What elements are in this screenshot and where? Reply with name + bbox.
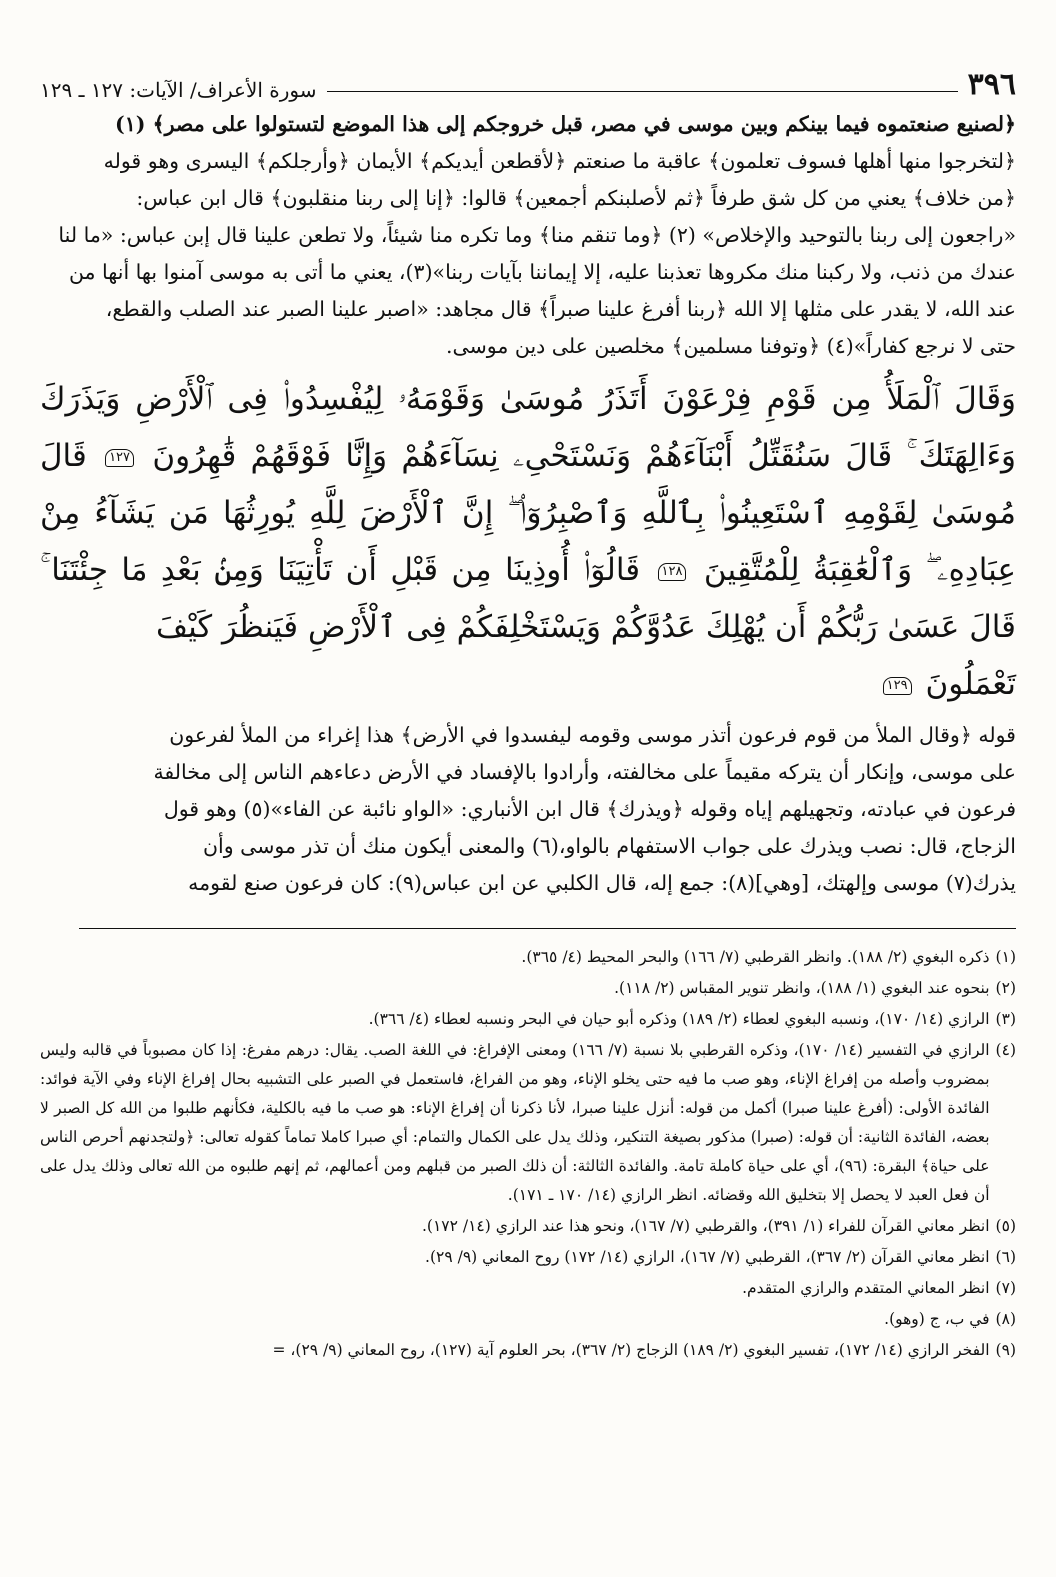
footnote-text: انظر المعاني المتقدم والرازي المتقدم. xyxy=(742,1279,990,1297)
footnote-text: في ب، ج (وهو). xyxy=(884,1310,990,1328)
quran-line: قَالَ مُوسَىٰ لِقَوْمِهِ ٱسْتَعِينُوا۟ بِٱللَّهِ وَٱصْبِرُوٓا۟ ۖ إِنَّ ٱلْأَرْضَ xyxy=(40,438,1016,531)
footnote xyxy=(40,974,1016,1003)
ayah-number-128: ١٢٨ xyxy=(658,563,687,581)
commentary-line: عندك من ذنب، ولا ركبنا منك مكروها تعذبنا عليه، إلا إيماننا بآيات ربنا»(٣)، يعني ما أتى به موسى آمنوا بها أنها من xyxy=(68,260,1016,284)
commentary-line: «راجعون إلى ربنا بالتوحيد والإخلاص» (٢) ﴿وما تنقم منا﴾ وما تكره منا شيئاً، ولا تطعن علينا قال إبن عباس: «ما لنا xyxy=(58,223,1016,247)
footnote xyxy=(40,1212,1016,1241)
commentary-top xyxy=(40,106,1016,365)
quran-line: وَقَالَ ٱلْمَلَأُ مِن قَوْمِ فِرْعَوْنَ أَتَذَرُ مُوسَىٰ وَقَوْمَهُۥ لِيُفْسِدُوا۟ فِى ٱلْأَرْضِ وَيَذَرَكَ وَءَالِهَتَكَ ۚ قَالَ سَنُقَتِّلُ أَبْنَآءَهُمْ xyxy=(40,381,1016,474)
surah-reference: سورة الأعراف/ الآيات: ١٢٧ ـ ١٢٩ xyxy=(40,78,317,102)
quran-verses-block xyxy=(40,371,1016,713)
footnote xyxy=(40,1005,1016,1034)
commentary-line: ﴿من خلاف﴾ يعني من كل شق طرفاً ﴿ثم لأصلبنكم أجمعين﴾ قالوا: ﴿إنا إلى ربنا منقلبون﴾ قال ابن عباس: xyxy=(136,186,1016,210)
quran-line: تَعْمَلُونَ xyxy=(925,666,1016,702)
quran-line: قَالُوٓا۟ أُوذِينَا مِن قَبْلِ أَن تَأْتِيَنَا وَمِنۢ بَعْدِ مَا xyxy=(121,552,641,588)
ayah-number-127: ١٢٧ xyxy=(105,449,134,467)
page-number: ٣٩٦ xyxy=(967,67,1016,102)
running-header xyxy=(40,64,1016,100)
commentary-line: على موسى، وإنكار أن يتركه مقيماً على مخالفته، وأرادوا بالإفساد في الأرض دعاءهم الناس إلى مخالفة xyxy=(153,760,1016,784)
commentary-bottom xyxy=(40,717,1016,902)
ayah-number-129: ١٢٩ xyxy=(883,677,912,695)
footnote-number: (٨) xyxy=(995,1310,1016,1328)
footnote-text: انظر معاني القرآن للفراء (١/ ٣٩١)، والقرطبي (٧/ ١٦٧)، ونحو هذا عند الرازي (١٤/ ١٧٢). xyxy=(421,1217,990,1235)
footnote-number: (٧) xyxy=(995,1279,1016,1297)
footnote-number: (٦) xyxy=(995,1248,1016,1266)
footnote-text: بنحوه عند البغوي (١/ ١٨٨)، وانظر تنوير المقباس (٢/ ١١٨). xyxy=(614,979,990,997)
footnote xyxy=(40,1305,1016,1334)
footnote-text: الفخر الرازي (١٤/ ١٧٢)، تفسير البغوي (٢/ ١٨٩) الزجاج (٢/ ٣٦٧)، بحر العلوم آية (١٢٧)، روح المعاني (٩/ ٢٩)، = xyxy=(272,1341,990,1359)
footnote-number: (٥) xyxy=(995,1217,1016,1235)
footnote-number: (٣) xyxy=(995,1010,1016,1028)
footnote xyxy=(40,1274,1016,1303)
footnote xyxy=(40,1336,1016,1365)
footnote xyxy=(40,943,1016,972)
header-rule xyxy=(327,91,958,92)
commentary-line: ﴿لتخرجوا منها أهلها فسوف تعلمون﴾ عاقبة ما صنعتم ﴿لأقطعن أيديكم﴾ الأيمان ﴿وأرجلكم﴾ اليسرى وهو قوله xyxy=(103,149,1016,173)
commentary-line: عند الله، لا يقدر على مثلها إلا الله ﴿ربنا أفرغ علينا صبراً﴾ قال مجاهد: «اصبر علينا الصبر عند الصلب والقطع، xyxy=(105,297,1016,321)
commentary-line: ﴿لصنيع صنعتموه فيما بينكم وبين موسى في مصر، قبل خروجكم إلى هذا الموضع لتستولوا على مصر﴾ (١) xyxy=(115,112,1016,136)
footnote-text: الرازي في التفسير (١٤/ ١٧٠)، وذكره القرطبي بلا نسبة (٧/ ١٦٦) ومعنى الإفراغ: في اللغة الصب. يقال: درهم مفرغ: إذا كان مصبوباً في قالبه وليس بمضروب وأصله من إفراغ الإناء، وهو صب ما فيه حتى يخلو الإناء، وهو من الفراغ، فاستعمل في الصبر على التشبيه بحال إفراغ الإناء وفي الآية فوائد: الفائدة الأولى: (أفرغ علينا صبرا) أكمل من قوله: أنزل علينا صبرا، لأنا ذكرنا أن إفراغ الإناء: هو صب ما فيه بالكلية، فكأنهم طلبوا من الله كل الصبر لا بعضه، الفائدة الثانية: أن قوله: (صبرا) مذكور بصيغة التنكير، وذلك يدل على الكمال والتمام: أي صبرا كاملا تماماً كقوله تعالى: ﴿ولتجدنهم أحرص الناس على حياة﴾ البقرة: (٩٦)، أي على حياة كاملة تامة. والفائدة الثالثة: أن ذلك الصبر من قبلهم ومن أعمالهم، ثم إنهم طلبوه من الله تعالى وذلك يدل على أن فعل العبد لا يحصل إلا بتخليق الله وقضائه. انظر الرازي (١٤/ ١٧٠ ـ ١٧١). xyxy=(40,1041,990,1204)
commentary-line: حتى لا نرجع كفاراً»(٤) ﴿وتوفنا مسلمين﴾ مخلصين على دين موسى. xyxy=(445,334,1016,358)
footnote xyxy=(40,1243,1016,1272)
footnote-number: (٩) xyxy=(995,1341,1016,1359)
footnote-number: (١) xyxy=(995,948,1016,966)
commentary-line: الزجاج، قال: نصب ويذرك على جواب الاستفهام بالواو،(٦) والمعنى أيكون منك أن تذر موسى وأن xyxy=(202,834,1016,858)
footnote xyxy=(40,1036,1016,1210)
footnote-text: انظر معاني القرآن (٢/ ٣٦٧)، القرطبي (٧/ ١٦٧)، الرازي (١٤/ ١٧٢) روح المعاني (٩/ ٢٩). xyxy=(425,1248,990,1266)
commentary-line: قوله ﴿وقال الملأ من قوم فرعون أتذر موسى وقومه ليفسدوا في الأرض﴾ هذا إغراء من الملأ لفرعون xyxy=(169,723,1016,747)
footnote-number: (٢) xyxy=(995,979,1016,997)
commentary-line: يذرك(٧) موسى وإلهتك، [وهي](٨): جمع إله، قال الكلبي عن ابن عباس(٩): كان فرعون صنع لقومه xyxy=(188,871,1016,895)
footnote-text: ذكره البغوي (٢/ ١٨٨). وانظر القرطبي (٧/ ١٦٦) والبحر المحيط (٤/ ٣٦٥). xyxy=(521,948,990,966)
quran-line: لِلَّهِ يُورِثُهَا مَن يَشَآءُ مِنْ عِبَادِهِۦ ۖ وَٱلْعَٰقِبَةُ لِلْمُتَّقِينَ xyxy=(40,495,1016,588)
quran-line: جِئْتَنَا ۚ قَالَ عَسَىٰ رَبُّكُمْ أَن يُهْلِكَ عَدُوَّكُمْ وَيَسْتَخْلِفَكُمْ فِى ٱلْأَرْضِ فَيَنظُرَ كَيْفَ xyxy=(40,552,1016,645)
footnote-text: الرازي (١٤/ ١٧٠)، ونسبه البغوي لعطاء (٢/ ١٨٩) وذكره أبو حيان في البحر ونسبه لعطاء (٤/ ٣٦٦). xyxy=(368,1010,990,1028)
commentary-line: فرعون في عبادته، وتجهيلهم إياه وقوله ﴿ويذرك﴾ قال ابن الأنباري: «الواو نائبة عن الفاء»(٥) وهو قول xyxy=(163,797,1016,821)
footnote-number: (٤) xyxy=(995,1041,1016,1059)
quran-tail xyxy=(40,656,1016,713)
footnote-divider xyxy=(79,928,1016,929)
footnotes xyxy=(40,943,1016,1365)
quran-line: وَنَسْتَحْىِۦ نِسَآءَهُمْ وَإِنَّا فَوْقَهُمْ قَٰهِرُونَ xyxy=(152,438,632,474)
